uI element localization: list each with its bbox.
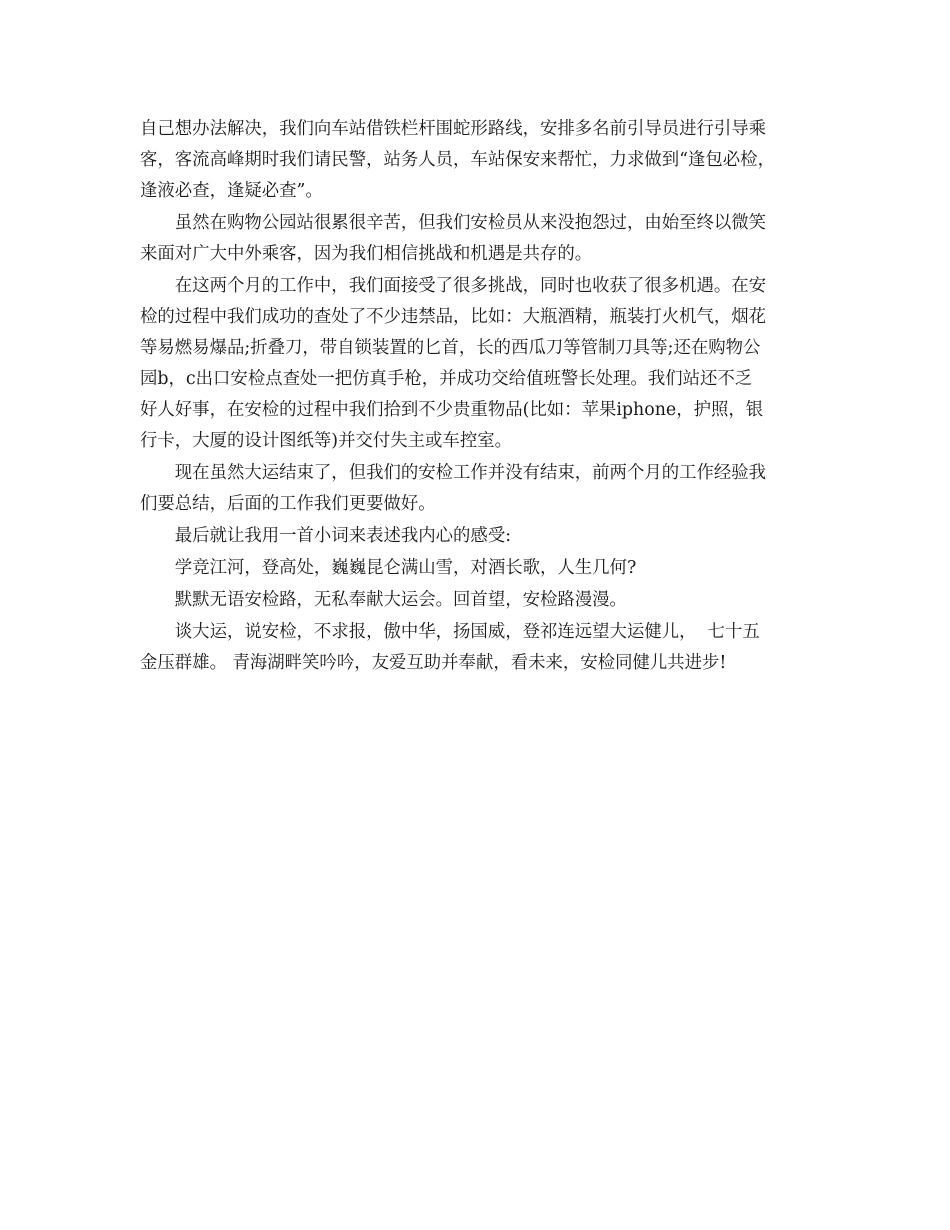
- text-line: 们要总结，后面的工作我们更要做好。: [140, 494, 436, 514]
- text-line: 学竞江河，登高处，巍巍昆仑满山雪，对酒长歌，人生几何?: [140, 558, 637, 578]
- text-line: 现在虽然大运结束了，但我们的安检工作并没有结束，前两个月的工作经验我: [140, 463, 767, 483]
- paragraph-shopping-park-station: [140, 208, 820, 270]
- text-line: 自己想办法解决，我们向车站借铁栏杆围蛇形路线，安排多名前引导员进行引导乘: [140, 119, 767, 139]
- text-line: 好人好事，在安检的过程中我们拾到不少贵重物品(比如：苹果iphone，护照，银: [140, 400, 764, 420]
- poem-line-2: [140, 585, 820, 616]
- text-line: 客，客流高峰期时我们请民警，站务人员，车站保安来帮忙，力求做到“逢包必检，: [140, 150, 775, 170]
- paragraph-continuation: [140, 114, 820, 207]
- poem-line-3: [140, 617, 820, 679]
- text-line: 检的过程中我们成功的查处了不少违禁品，比如：大瓶酒精，瓶装打火机气，烟花: [140, 307, 767, 327]
- text-line: 行卡，大厦的设计图纸等)并交付失主或车控室。: [140, 431, 512, 451]
- text-line: 来面对广大中外乘客，因为我们相信挑战和机遇是共存的。: [140, 244, 593, 264]
- text-line: 最后就让我用一首小词来表述我内心的感受:: [140, 526, 512, 546]
- text-line: 金压群雄。 青海湖畔笑吟吟，友爱互助并奉献，看未来，安检同健儿共进步!: [140, 653, 727, 673]
- text-line: 在这两个月的工作中，我们面接受了很多挑战，同时也收获了很多机遇。在安: [140, 276, 767, 296]
- paragraph-poem-intro: [140, 521, 820, 552]
- document-body: [140, 114, 820, 679]
- text-line: 谈大运，说安检，不求报，傲中华，扬国威，登祁连远望大运健儿， 七十五: [140, 622, 760, 642]
- text-line: 虽然在购物公园站很累很辛苦，但我们安检员从来没抱怨过，由始至终以微笑: [140, 213, 767, 233]
- text-line: 园b，c出口安检点查处一把仿真手枪，并成功交给值班警长处理。我们站还不乏: [140, 369, 753, 389]
- text-line: 等易燃易爆品;折叠刀，带自锁装置的匕首，长的西瓜刀等管制刀具等;还在购物公: [140, 338, 761, 358]
- paragraph-two-months-work: [140, 271, 820, 457]
- paragraph-after-games: [140, 458, 820, 520]
- poem-line-1: [140, 553, 820, 584]
- text-line: 默默无语安检路，无私奉献大运会。回首望，安检路漫漫。: [140, 590, 627, 610]
- text-line: 逢液必查，逢疑必查”。: [140, 181, 323, 201]
